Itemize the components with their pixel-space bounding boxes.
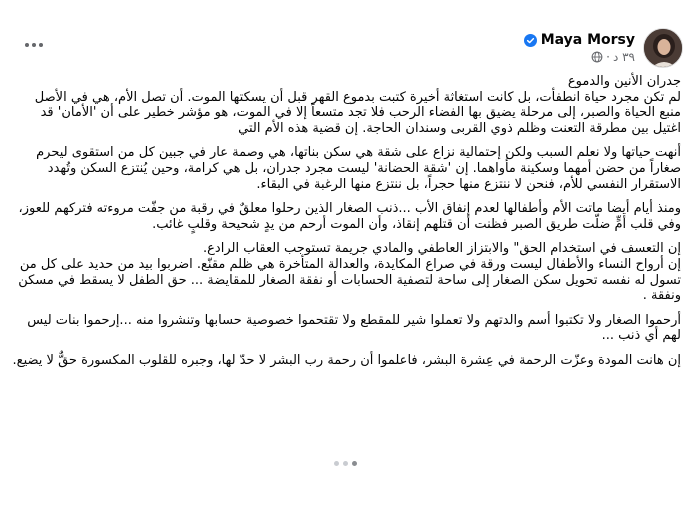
post-header (524, 26, 683, 70)
author-avatar[interactable] (643, 28, 683, 68)
post-paragraph: لم تكن مجرد حياة انطفأت، بل كانت استغاثة أخيرة كتبت بدموع القهر قبل أن يسكتها الموت. أن تصل الأم، هي في الأصل منبع الحياة والصبر، إلى مرحلة يضيق بها الفضاء الرحب فلا تجد متسعاً إلا في الموت، هو مؤشر خطير على أن 'الأمان' قد اغتيل بين مطرقة التعنت وظلم ذوي القربى وسندان الحاجة. إن قضية هذه الأم التي (34, 89, 681, 136)
author-line (524, 32, 635, 48)
post-paragraph: إن التعسف في استخدام الحق" والابتزاز العاطفي والمادي جريمة تستوجب العقاب الرادع. إن أرواح النساء والأطفال ليست ورقة في صراع المكايدة، والعدالة المتأخرة هي ظلم مقنّع. اضربوا بيد من حديد على كل من تسول له نفسه تحويل سكن الصغار إلى ساحة لتصفية الحسابات أو نفقة الصغار للمقايضة ... حق الطفل لا يسقط في مسكن ونفقة . (18, 241, 681, 304)
separator-dot: · (606, 50, 610, 64)
carousel-dot-active[interactable] (352, 461, 357, 466)
post-paragraph: إن هانت المودة وعزّت الرحمة في عِشرة البشر، فاعلموا أن رحمة رب البشر لا حدّ لها، وجبره للقلوب المكسورة حقٌّ لا يضيع. (12, 352, 681, 368)
post-paragraph: أنهت حياتها ولا نعلم السبب ولكن إحتمالية نزاع على شقة هي سكن بناتها، هي وصمة عار في جبين كل من استقوى ليحرم صغاراً من حضن أمهما وسكينة مأواهما. إن 'شقة الحضانة' ليست مجرد جدران، بل هي كرامة، وحين يُنتزع السكن وتُهدد الاستقرار النفسي للأم، فنحن لا ننتزع منها حجراً، بل ننتزع منها الرغبة في البقاء. (36, 145, 681, 192)
verified-badge-icon (524, 34, 537, 47)
carousel-dot[interactable] (343, 461, 348, 466)
carousel-indicator (334, 461, 357, 466)
time-line (524, 50, 635, 64)
post-body (11, 74, 681, 378)
post-time[interactable]: ٣٩ د (612, 50, 635, 64)
post-meta (524, 32, 635, 64)
post-paragraph: أرحموا الصغار ولا تكتبوا أسم والدتهم ولا تعملوا شير للمقطع ولا تقتحموا خصوصية حسابها وتنشروا منه ...إرحموا بنات ليس لهم أي ذنب ... (27, 312, 681, 344)
post-paragraph: ومنذ أيام أيضا ماتت الأم وأطفالها لعدم إنفاق الأب ...ذنب الصغار الذين رحلوا معلقٌ في رقبة من جفّت مروءته فتركهم للعوز، وفي قلب أمٍّ ضلّت طريق الصبر فظنت أن قتلهم إنقاذ، وأن الموت أرحم من يدٍ شحيحة وقلبٍ غائب. (18, 201, 681, 232)
globe-icon[interactable] (591, 51, 603, 63)
avatar-photo (644, 29, 683, 68)
carousel-dot[interactable] (334, 461, 339, 466)
more-options-icon[interactable] (22, 36, 46, 54)
author-name[interactable]: Maya Morsy (540, 32, 635, 48)
post-title: جدران الأنين والدموع (567, 74, 681, 89)
